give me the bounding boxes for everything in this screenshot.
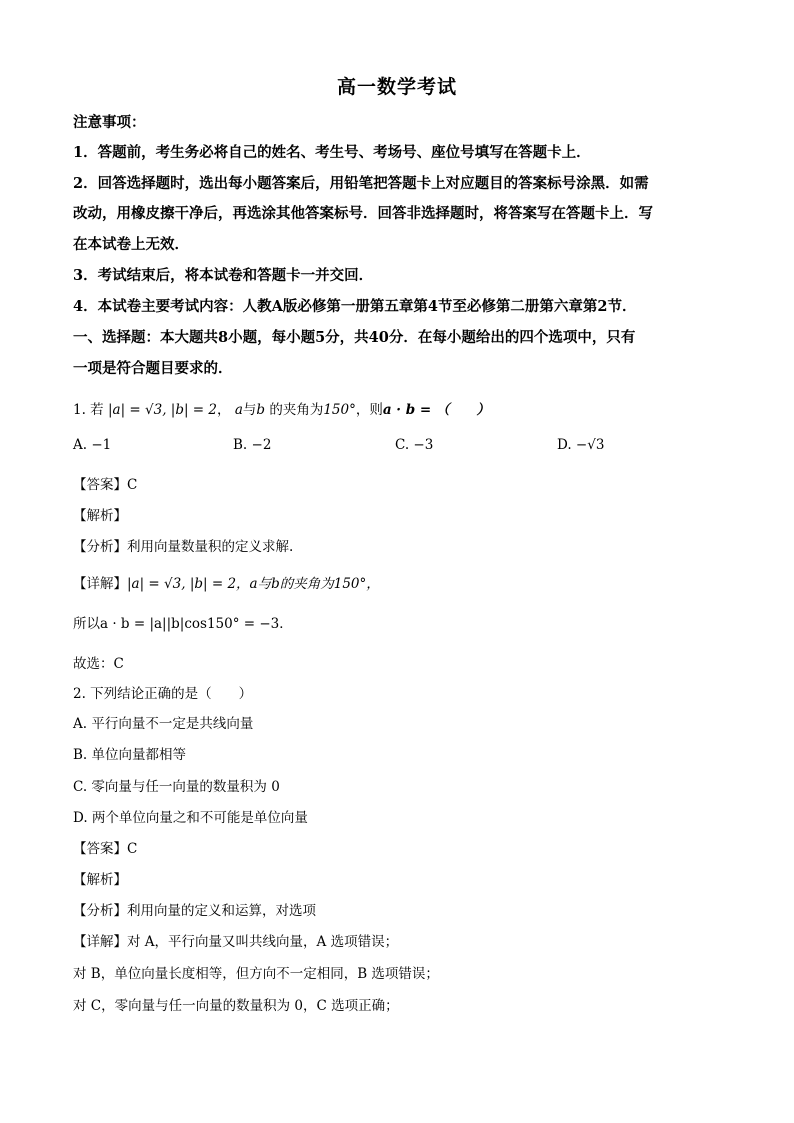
notice-item-4: 4．本试卷主要考试内容：人教A版必修第一册第五章第4节至必修第二册第六章第2节． (73, 298, 637, 315)
question-2-option-c: C. 零向量与任一向量的数量积为 0 (73, 779, 280, 795)
detail-text-1: 对 A，平行向量又叫共线向量，A 选项错误； (127, 934, 399, 950)
question-2-detail (73, 930, 398, 950)
answer-label: 【答案】 (73, 477, 127, 493)
question-1-angle: 150° (323, 402, 356, 418)
question-2-option-d: D. 两个单位向量之和不可能是单位向量 (73, 810, 308, 826)
detail-label: 【详解】 (73, 576, 127, 592)
question-1-option-c: C. −3 (395, 437, 434, 453)
question-1-analysis-label: 【解析】 (73, 508, 127, 524)
notice-item-2: 2．回答选择题时，选出每小题答案后，用铅笔把答题卡上对应题目的答案标号涂黑．如需 (73, 175, 649, 192)
question-1-stem (73, 398, 490, 418)
answer-label: 【答案】 (73, 841, 127, 857)
question-2-option-a: A. 平行向量不一定是共线向量 (73, 716, 254, 732)
notice-heading: 注意事项： (73, 114, 146, 131)
question-1-conclusion: 故选：C (73, 656, 124, 672)
section-heading: 一、选择题：本大题共8小题，每小题5分，共40分．在每小题给出的四个选项中，只有 (73, 329, 636, 346)
question-1-then: ，则 (355, 402, 383, 418)
question-2-answer (73, 837, 137, 857)
question-2-analysis-label: 【解析】 (73, 872, 127, 888)
question-1-sep: ， (217, 402, 231, 418)
answer-value: C (127, 477, 138, 493)
detail-label: 【详解】 (73, 934, 127, 950)
fenxi-label: 【分析】 (73, 903, 127, 919)
fenxi-text: 利用向量的定义和运算，对选项 (127, 903, 316, 919)
answer-value: C (127, 841, 138, 857)
question-2-detail-line-2: 对 B，单位向量长度相等，但方向不一定相同，B 选项错误； (73, 966, 439, 982)
page-title: 高一数学考试 (336, 76, 457, 98)
question-1-vector-b: b (256, 402, 266, 418)
question-2-detail-line-3: 对 C，零向量与任一向量的数量积为 0，C 选项正确； (73, 998, 399, 1014)
question-1-option-a: A. −1 (73, 437, 112, 453)
fenxi-text: 利用向量数量积的定义求解. (127, 539, 294, 555)
question-1-fenxi (73, 535, 293, 555)
notice-item-3: 3．考试结束后，将本试卷和答题卡一并交回． (73, 267, 374, 284)
section-heading-cont: 一项是符合题目要求的． (73, 360, 233, 377)
question-1-detail-line-2: 所以a · b = |a||b|cos150° = −3． (73, 616, 293, 632)
notice-item-2-end: 在本试卷上无效． (73, 236, 189, 253)
question-2-stem: 2. 下列结论正确的是（ ） (73, 686, 253, 702)
fenxi-label: 【分析】 (73, 539, 127, 555)
notice-item-1: 1．答题前，考生务必将自己的姓名、考生号、考场号、座位号填写在答题卡上． (73, 144, 591, 161)
question-1-option-d: D. −√3 (557, 437, 605, 453)
question-1-answer (73, 473, 137, 493)
question-1-angle-text: 的夹角为 (269, 402, 324, 418)
question-1-option-b: B. −2 (233, 437, 272, 453)
question-2-fenxi (73, 899, 316, 919)
detail-text-1: |a| = √3, |b| = 2，a与b的夹角为150°， (127, 576, 380, 592)
notice-item-2-cont: 改动，用橡皮擦干净后，再选涂其他答案标号．回答非选择题时，将答案写在答题卡上．写 (73, 205, 653, 222)
question-2-option-b: B. 单位向量都相等 (73, 747, 187, 763)
question-1-number: 1. 若 (73, 402, 104, 418)
question-1-and: 与 (242, 402, 257, 418)
question-1-vector-a: a (234, 402, 243, 418)
question-1-expression: a · b = （ ） (382, 402, 490, 418)
question-1-detail (73, 572, 380, 592)
question-1-condition-1: |a| = √3, |b| = 2 (107, 402, 218, 418)
